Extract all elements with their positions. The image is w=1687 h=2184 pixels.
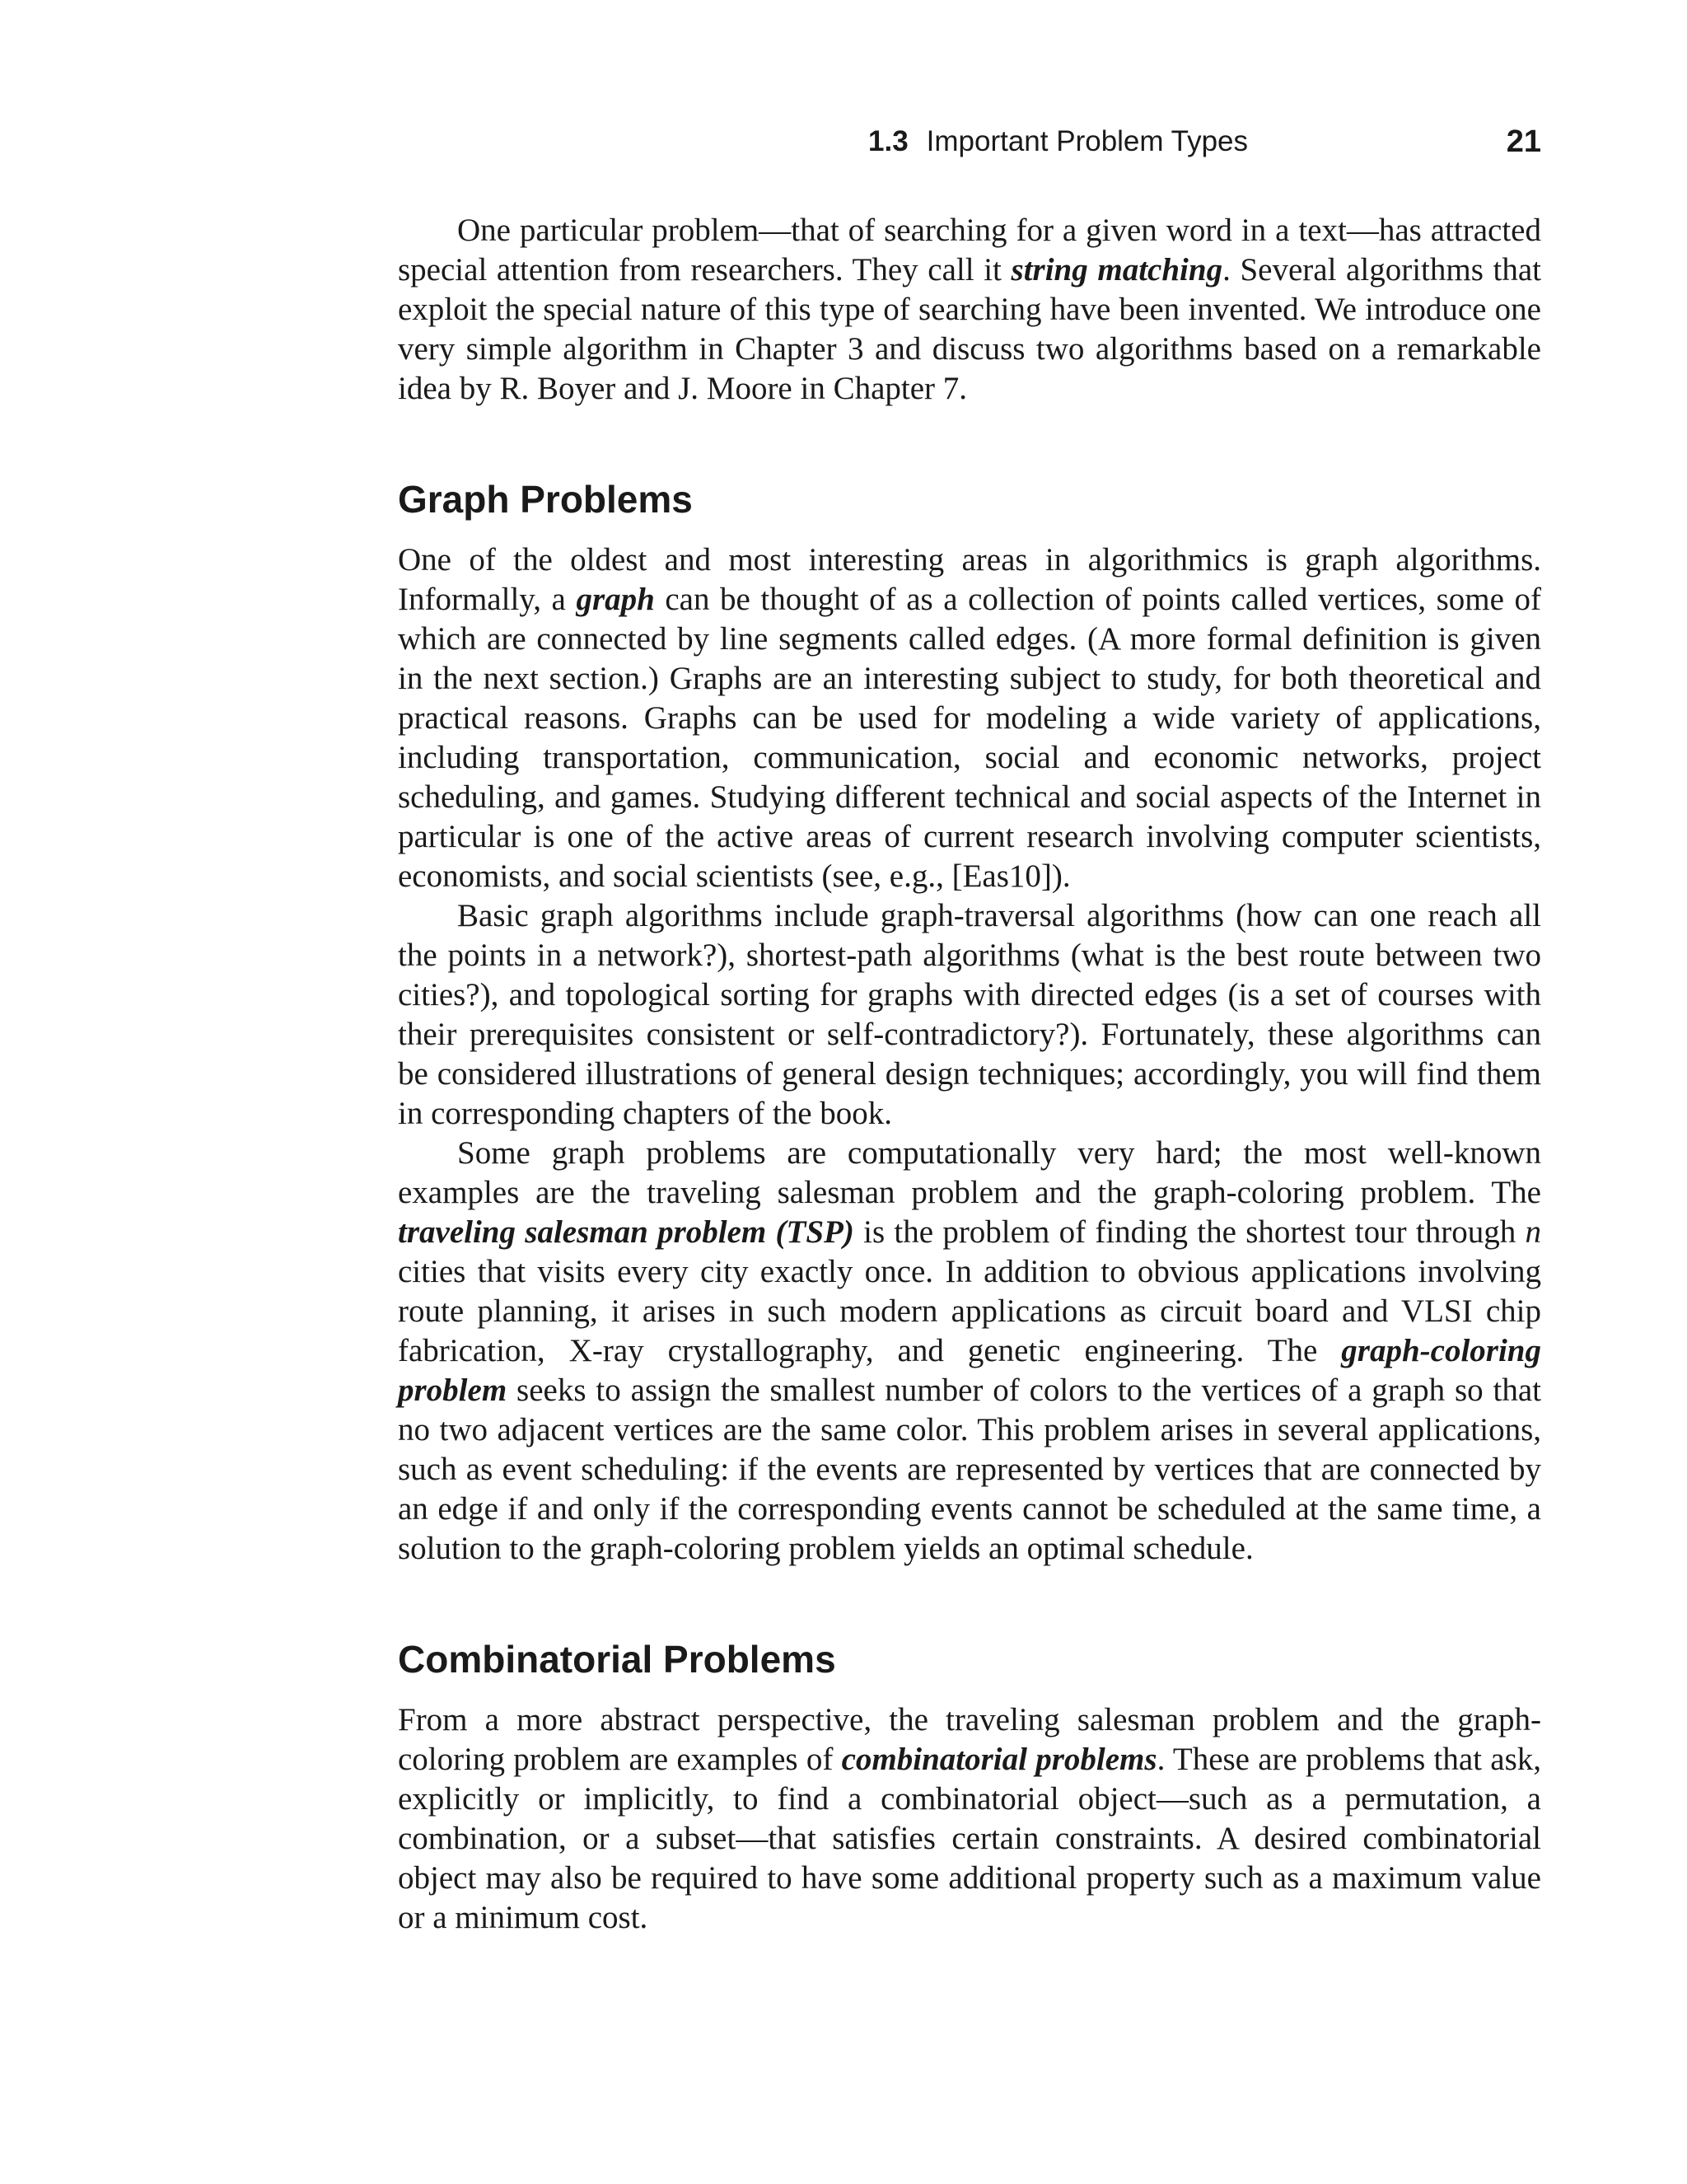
term-graph-coloring: graph-coloring problem: [398, 1333, 1541, 1408]
graph-p3-text-3: cities that visits every city exactly once. In addition to obvious applications involving route planning, it arises in such modern applications as circuit board and VLSI chip fabrication, X-ray crystallography, and genetic engineering. The: [398, 1254, 1541, 1368]
graph-p1-text-2: can be thought of as a collection of points called vertices, some of which are connected by line segments called edges. (A more formal definition is given in the next section.) Graphs are an interesting subject to study, for both theoretical and practical reasons. Graphs can be used for modeling a wide variety of applications, including transportation, communication, social and economic networks, project scheduling, and games. Studying different technical and social aspects of the Internet in particular is one of the active areas of current research involving computer scientists, economists, and social scientists (see, e.g., [Eas10]).: [398, 582, 1542, 894]
term-combinatorial-problems: combinatorial problems: [841, 1742, 1157, 1777]
intro-text-1: One particular problem—that of searching for a given word in a text—has attracted special attention from researchers. They call it: [398, 213, 1541, 288]
heading-combinatorial-problems: Combinatorial Problems: [398, 1638, 836, 1681]
combinatorial-paragraph-1: [398, 1700, 1541, 1938]
term-graph: graph: [576, 582, 655, 617]
graph-p1-text-1: One of the oldest and most interesting areas in algorithmics is graph algorithms. Informally, a: [398, 542, 1541, 617]
graph-p3-text-1: Some graph problems are computationally very hard; the most well-known examples are the traveling salesman problem and the graph-coloring problem. The: [398, 1135, 1541, 1210]
intro-text-2: . Several algorithms that exploit the special nature of this type of searching have been invented. We introduce one very simple algorithm in Chapter 3 and discuss two algorithms based on a remarkable idea by R. Boyer and J. Moore in Chapter 7.: [398, 252, 1541, 406]
graph-paragraph-1: [398, 540, 1541, 896]
graph-paragraph-2: Basic graph algorithms include graph-traversal algorithms (how can one reach all the points in a network?), shortest-path algorithms (what is the best route between two cities?), and topological sorting for graphs with directed edges (is a set of courses with their prerequisites consistent or self-contradictory?). Fortunately, these algorithms can be considered illustrations of general design techniques; accordingly, you will find them in corresponding chapters of the book.: [398, 898, 1541, 1131]
intro-paragraph: [398, 211, 1541, 409]
section-title: Important Problem Types: [926, 125, 1249, 157]
comb-p1-text-2: . These are problems that ask, explicitly or implicitly, to find a combinatorial object—such as a permutation, a combination, or a subset—that satisfies certain constraints. A desired combinatorial object may also be required to have some additional property such as a maximum value or a minimum cost.: [398, 1742, 1541, 1935]
graph-p3-text-2: is the problem of finding the shortest tour through: [853, 1214, 1526, 1250]
section-number: 1.3: [868, 125, 909, 157]
running-header: [868, 122, 1541, 161]
comb-p1-text-1: From a more abstract perspective, the traveling salesman problem and the graph-coloring problem are examples of: [398, 1702, 1541, 1777]
graph-paragraph-3: [398, 1134, 1541, 1569]
page-number: 21: [1506, 124, 1541, 159]
term-tsp: traveling salesman problem (TSP): [398, 1214, 854, 1250]
term-string-matching: string matching: [1011, 252, 1223, 288]
heading-graph-problems: Graph Problems: [398, 478, 693, 521]
variable-n: n: [1525, 1214, 1541, 1250]
page-body: [398, 211, 1541, 1938]
graph-p3-text-4: seeks to assign the smallest number of colors to the vertices of a graph so that no two adjacent vertices are the same color. This problem arises in several applications, such as event scheduling: if the events are represented by vertices that are connected by an edge if and only if the corresponding events cannot be scheduled at the same time, a solution to the graph-coloring problem yields an optimal schedule.: [398, 1373, 1541, 1566]
